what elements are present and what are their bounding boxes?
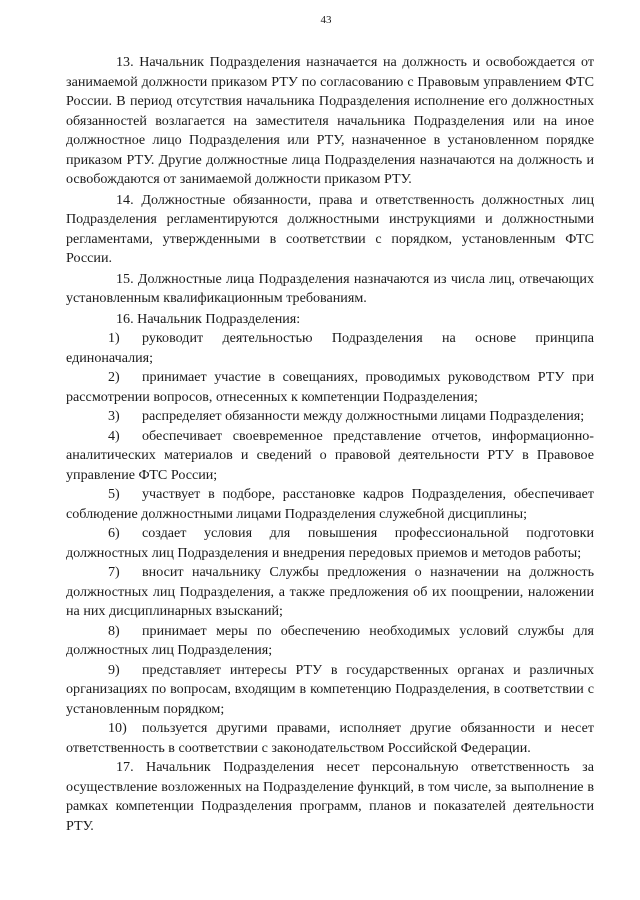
list-item-text: распределяет обязанности между должностными лицами Подразделения;: [142, 408, 585, 424]
list-item-number: 7): [108, 564, 120, 580]
list-item-number: 1): [108, 330, 120, 346]
list-item-text: обеспечивает своевременное представление отчетов, информационно-аналитических материалов и сведений о правовой деятельности РТУ в Правовое управление ФТС России;: [66, 427, 594, 483]
list-item-text: принимает участие в совещаниях, проводимых руководством РТУ при рассмотрении вопросов, отнесенных к компетенции Подразделения;: [66, 369, 594, 405]
list-item-text: участвует в подборе, расстановке кадров Подразделения, обеспечивает соблюдение должностными лицами Подразделения служебной дисциплины;: [66, 486, 594, 522]
list-item: [66, 563, 594, 622]
list-item-text: пользуется другими правами, исполняет другие обязанности и несет ответственность в соответствии с законодательством Российской Федерации.: [66, 720, 594, 756]
list-item-text: принимает меры по обеспечению необходимых условий службы для должностных лиц Подразделения;: [66, 622, 594, 658]
list-item-text: создает условия для повышения профессиональной подготовки должностных лиц Подразделения и внедрения передовых приемов и методов работы;: [66, 525, 594, 561]
list-item: [66, 368, 594, 407]
duties-list: [66, 329, 594, 758]
list-item: [66, 329, 594, 368]
paragraph-15: 15. Должностные лица Подразделения назначаются из числа лиц, отвечающих установленным квалификационным требованиям.: [66, 270, 594, 306]
list-item-number: 10): [108, 720, 127, 736]
list-item: [66, 661, 594, 720]
list-item-number: 6): [108, 525, 120, 541]
list-item-text: руководит деятельностью Подразделения на основе принципа единоначалия;: [66, 330, 594, 366]
paragraph-14: 14. Должностные обязанности, права и ответственность должностных лиц Подразделения регламентируются должностными инструкциями и должностными регламентами, утвержденными в соответствии с порядком, установленным ФТС России.: [66, 191, 594, 266]
paragraph-16: 16. Начальник Подразделения:: [116, 310, 301, 327]
list-item-number: 9): [108, 661, 120, 678]
list-item: [66, 407, 594, 427]
list-item-number: 4): [108, 427, 120, 444]
list-item-text: вносит начальнику Службы предложения о назначении на должность должностных лиц Подразделения, а также предложения об их поощрении, наложении на них дисциплинарных взысканий;: [66, 564, 594, 619]
list-item: [66, 719, 594, 758]
paragraph-13: 13. Начальник Подразделения назначается на должность и освобождается от занимаемой должности приказом РТУ по согласованию с Правовым управлением ФТС России. В период отсутствия начальника Подразделения исполнение его должностных обязанностей возлагается на заместителя начальника Подразделения или на иное должностное лицо Подразделения или РТУ, назначенное в установленном порядке приказом РТУ. Другие должностные лица Подразделения назначаются на должность и освобождаются от занимаемой должности приказом РТУ.: [66, 54, 594, 187]
list-item-number: 5): [108, 486, 120, 502]
list-item: [66, 524, 594, 563]
list-item-number: 2): [108, 369, 120, 385]
paragraph-17: 17. Начальник Подразделения несет персональную ответственность за осуществление возложенных на Подразделение функций, в том числе, за выполнение в рамках компетенции Подразделения программ, планов и показателей деятельности РТУ.: [66, 759, 594, 834]
list-item-number: 8): [108, 622, 120, 639]
page-number: 43: [320, 14, 332, 26]
list-item: [66, 622, 594, 661]
list-item: [66, 485, 594, 524]
list-item-number: 3): [108, 408, 120, 424]
list-item-text: представляет интересы РТУ в государственных органах и различных организациях по вопросам, входящим в компетенцию Подразделения, в соответствии с установленным порядком;: [66, 661, 594, 717]
list-item: [66, 427, 594, 486]
